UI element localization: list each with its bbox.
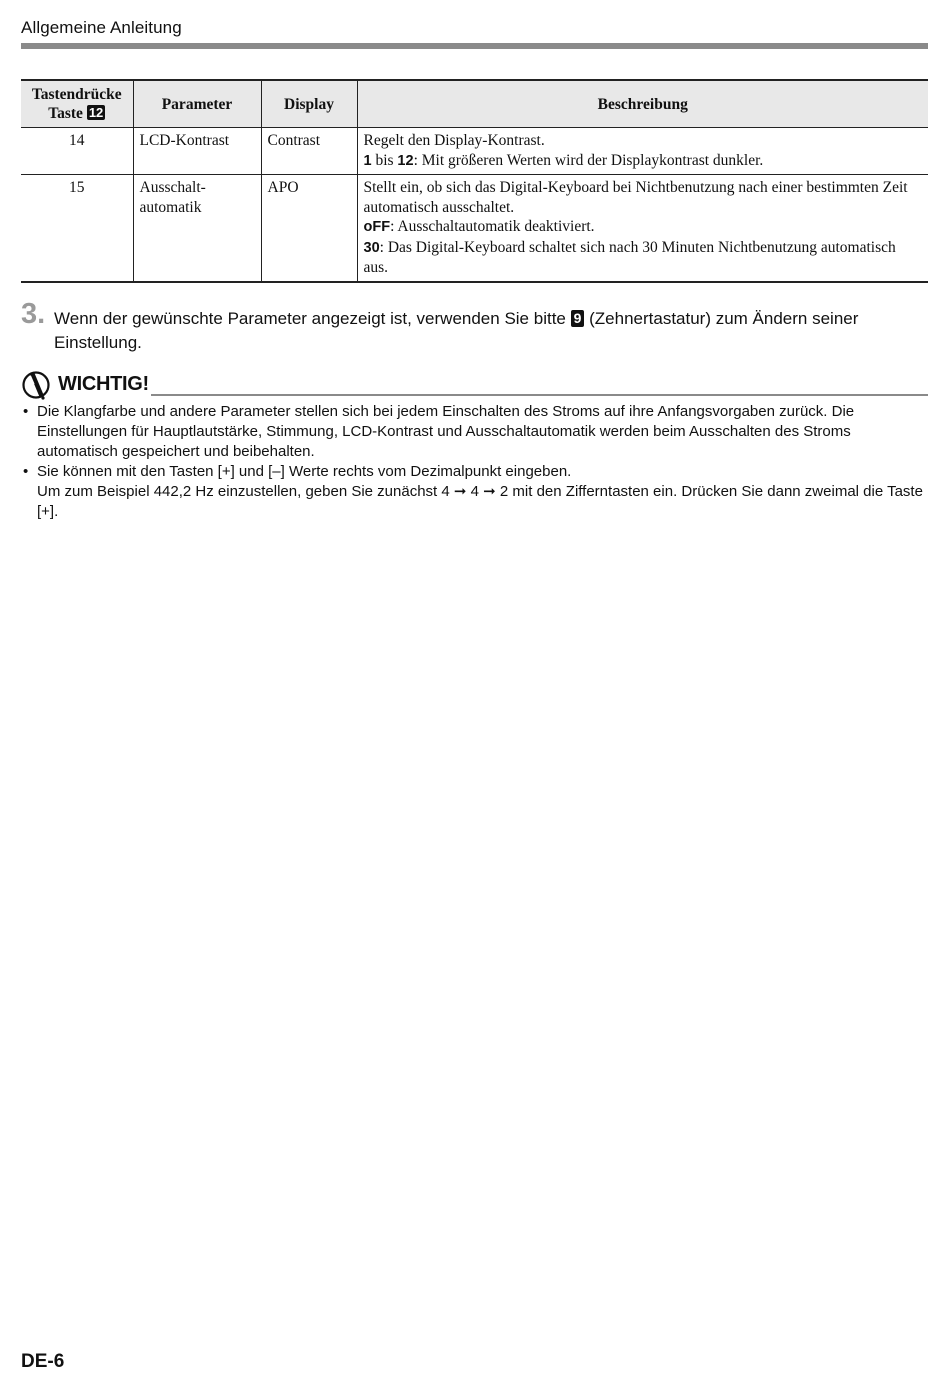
column-header-display: Display [261,80,357,128]
important-heading [21,369,928,401]
value-bold: 30 [363,239,380,256]
description-line: Regelt den Display-Kontrast. [363,132,545,149]
parameter-table [21,79,928,283]
note-text: 2 mit den Zifferntasten ein. Drücken Sie dann zweimal die Taste [+]. [37,483,923,520]
page-number: DE-6 [21,1351,65,1372]
bullet: • [23,403,29,420]
description-text: bis [371,151,398,169]
description-line [364,238,923,278]
row-keypress-count: 15 [21,175,133,282]
column-header-keypresses-line2: Taste [48,105,83,122]
value-bold: oFF [363,219,391,235]
note-text: Um zum Beispiel 442,2 Hz einzustellen, geben Sie zunächst 4 [37,483,454,500]
table-header-row [21,80,928,128]
table-row [21,175,928,282]
step-text [54,307,924,355]
note-text: Die Klangfarbe und andere Parameter stellen sich bei jedem Einschalten des Stroms auf ihre Anfangsvorgaben zurück. Die Einstellungen für Hauptlautstärke, Stimmung, LCD-Kontrast und Ausschaltautomatik werden beim Ausschalten des Stroms automatisch gespeichert und beibehalten. [37,403,855,460]
description-line: Stellt ein, ob sich das Digital-Keyboard bei Nichtbenutzung nach einer bestimmten Zeit automatisch ausschaltet. [363,179,908,216]
list-item [21,462,928,522]
arrow-icon: ➞ [453,483,467,500]
column-header-parameter: Parameter [133,80,261,128]
header-rule [21,43,928,49]
bullet: • [23,463,29,480]
column-header-keypresses [21,80,133,128]
note-text: Sie können mit den Tasten [+] und [–] Werte rechts vom Dezimalpunkt eingeben. [37,463,572,480]
description-text: : Das Digital-Keyboard schaltet sich nach 30 Minuten Nichtbenutzung automatisch aus. [363,238,896,276]
table-row [21,128,928,175]
column-header-keypresses-line1: Tastendrücke [31,86,122,103]
row-parameter: LCD-Kontrast [133,128,261,175]
parameter-line: automatik [139,198,202,216]
description-line [364,151,923,172]
description-text: : Mit größeren Werten wird der Displaykontrast dunkler. [413,151,764,169]
step-number: 3. [21,298,46,330]
row-description [357,128,928,175]
parameter-line: Ausschalt- [139,179,206,196]
important-label: WICHTIG! [58,373,149,395]
row-display: APO [261,175,357,282]
list-item [21,402,928,462]
key-12-badge: 12 [88,105,104,120]
important-pencil-icon [21,370,51,405]
row-display: Contrast [261,128,357,175]
arrow-icon: ➞ [483,483,496,500]
value-bold: 1 [363,152,372,169]
step-text-before: Wenn der gewünschte Parameter angezeigt ist, verwenden Sie bitte [54,309,571,328]
row-parameter [133,175,261,282]
column-header-description: Beschreibung [357,80,928,128]
key-9-badge: 9 [571,310,585,327]
description-line [364,217,923,238]
step-text-after: (Zehnertastatur) zum Ändern seiner Einstellung. [54,309,859,352]
important-rule [151,394,928,396]
important-notes-list [21,402,928,522]
value-bold: 12 [397,152,414,169]
row-keypress-count: 14 [21,128,133,175]
row-description [357,175,928,282]
note-text: 4 [466,483,484,500]
description-text: : Ausschaltautomatik deaktiviert. [390,218,595,235]
section-title: Allgemeine Anleitung [21,18,182,37]
